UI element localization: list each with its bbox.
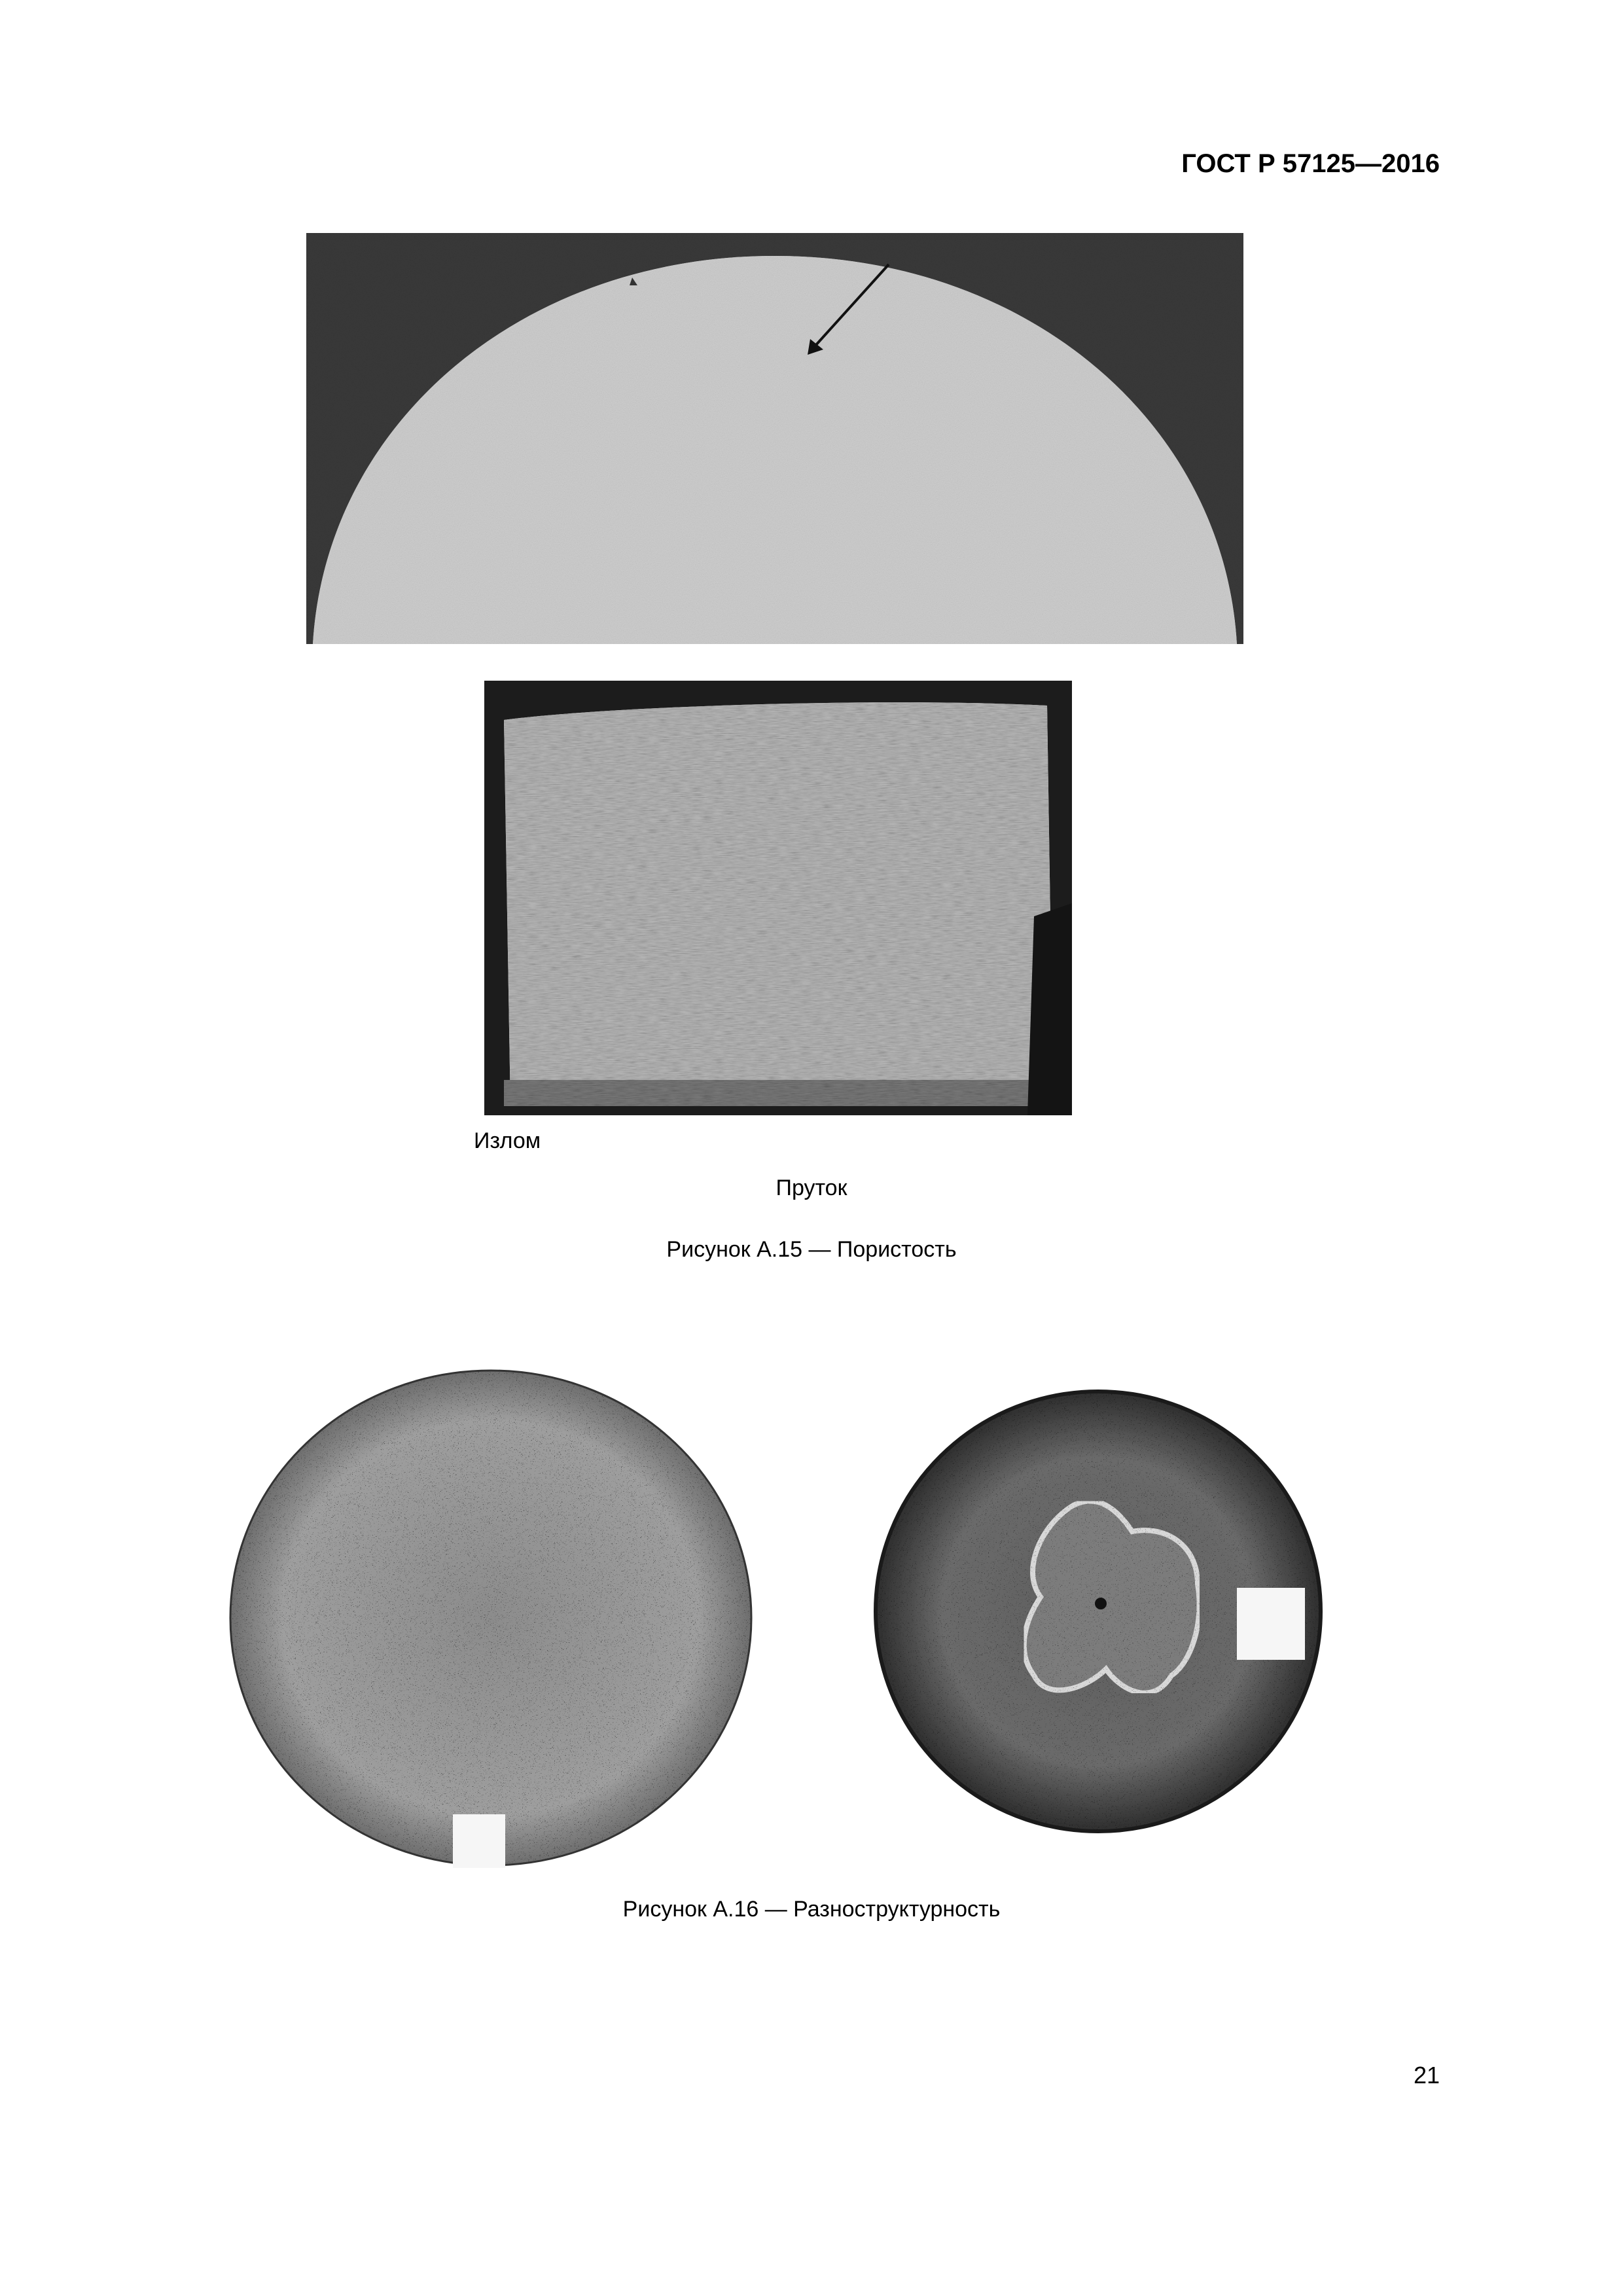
- sample-marker: [453, 1814, 505, 1868]
- document-code: ГОСТ Р 57125—2016: [1181, 149, 1440, 178]
- center-point: [1095, 1598, 1107, 1609]
- page-number: 21: [1413, 2062, 1440, 2089]
- bar-label: Пруток: [776, 1175, 847, 1200]
- bar-cross-section-photo: [306, 233, 1243, 644]
- sample-marker-right: [1237, 1588, 1305, 1660]
- figure-a16-caption: Рисунок А.16 — Разноструктурность: [622, 1897, 1001, 1922]
- uniform-structure-disc-photo: [223, 1361, 759, 1872]
- fracture-photo: [484, 681, 1072, 1115]
- figure-a15-caption: Рисунок А.15 — Пористость: [666, 1237, 957, 1262]
- heterogeneous-structure-disc-photo: [870, 1381, 1329, 1839]
- fracture-label: Излом: [474, 1128, 541, 1153]
